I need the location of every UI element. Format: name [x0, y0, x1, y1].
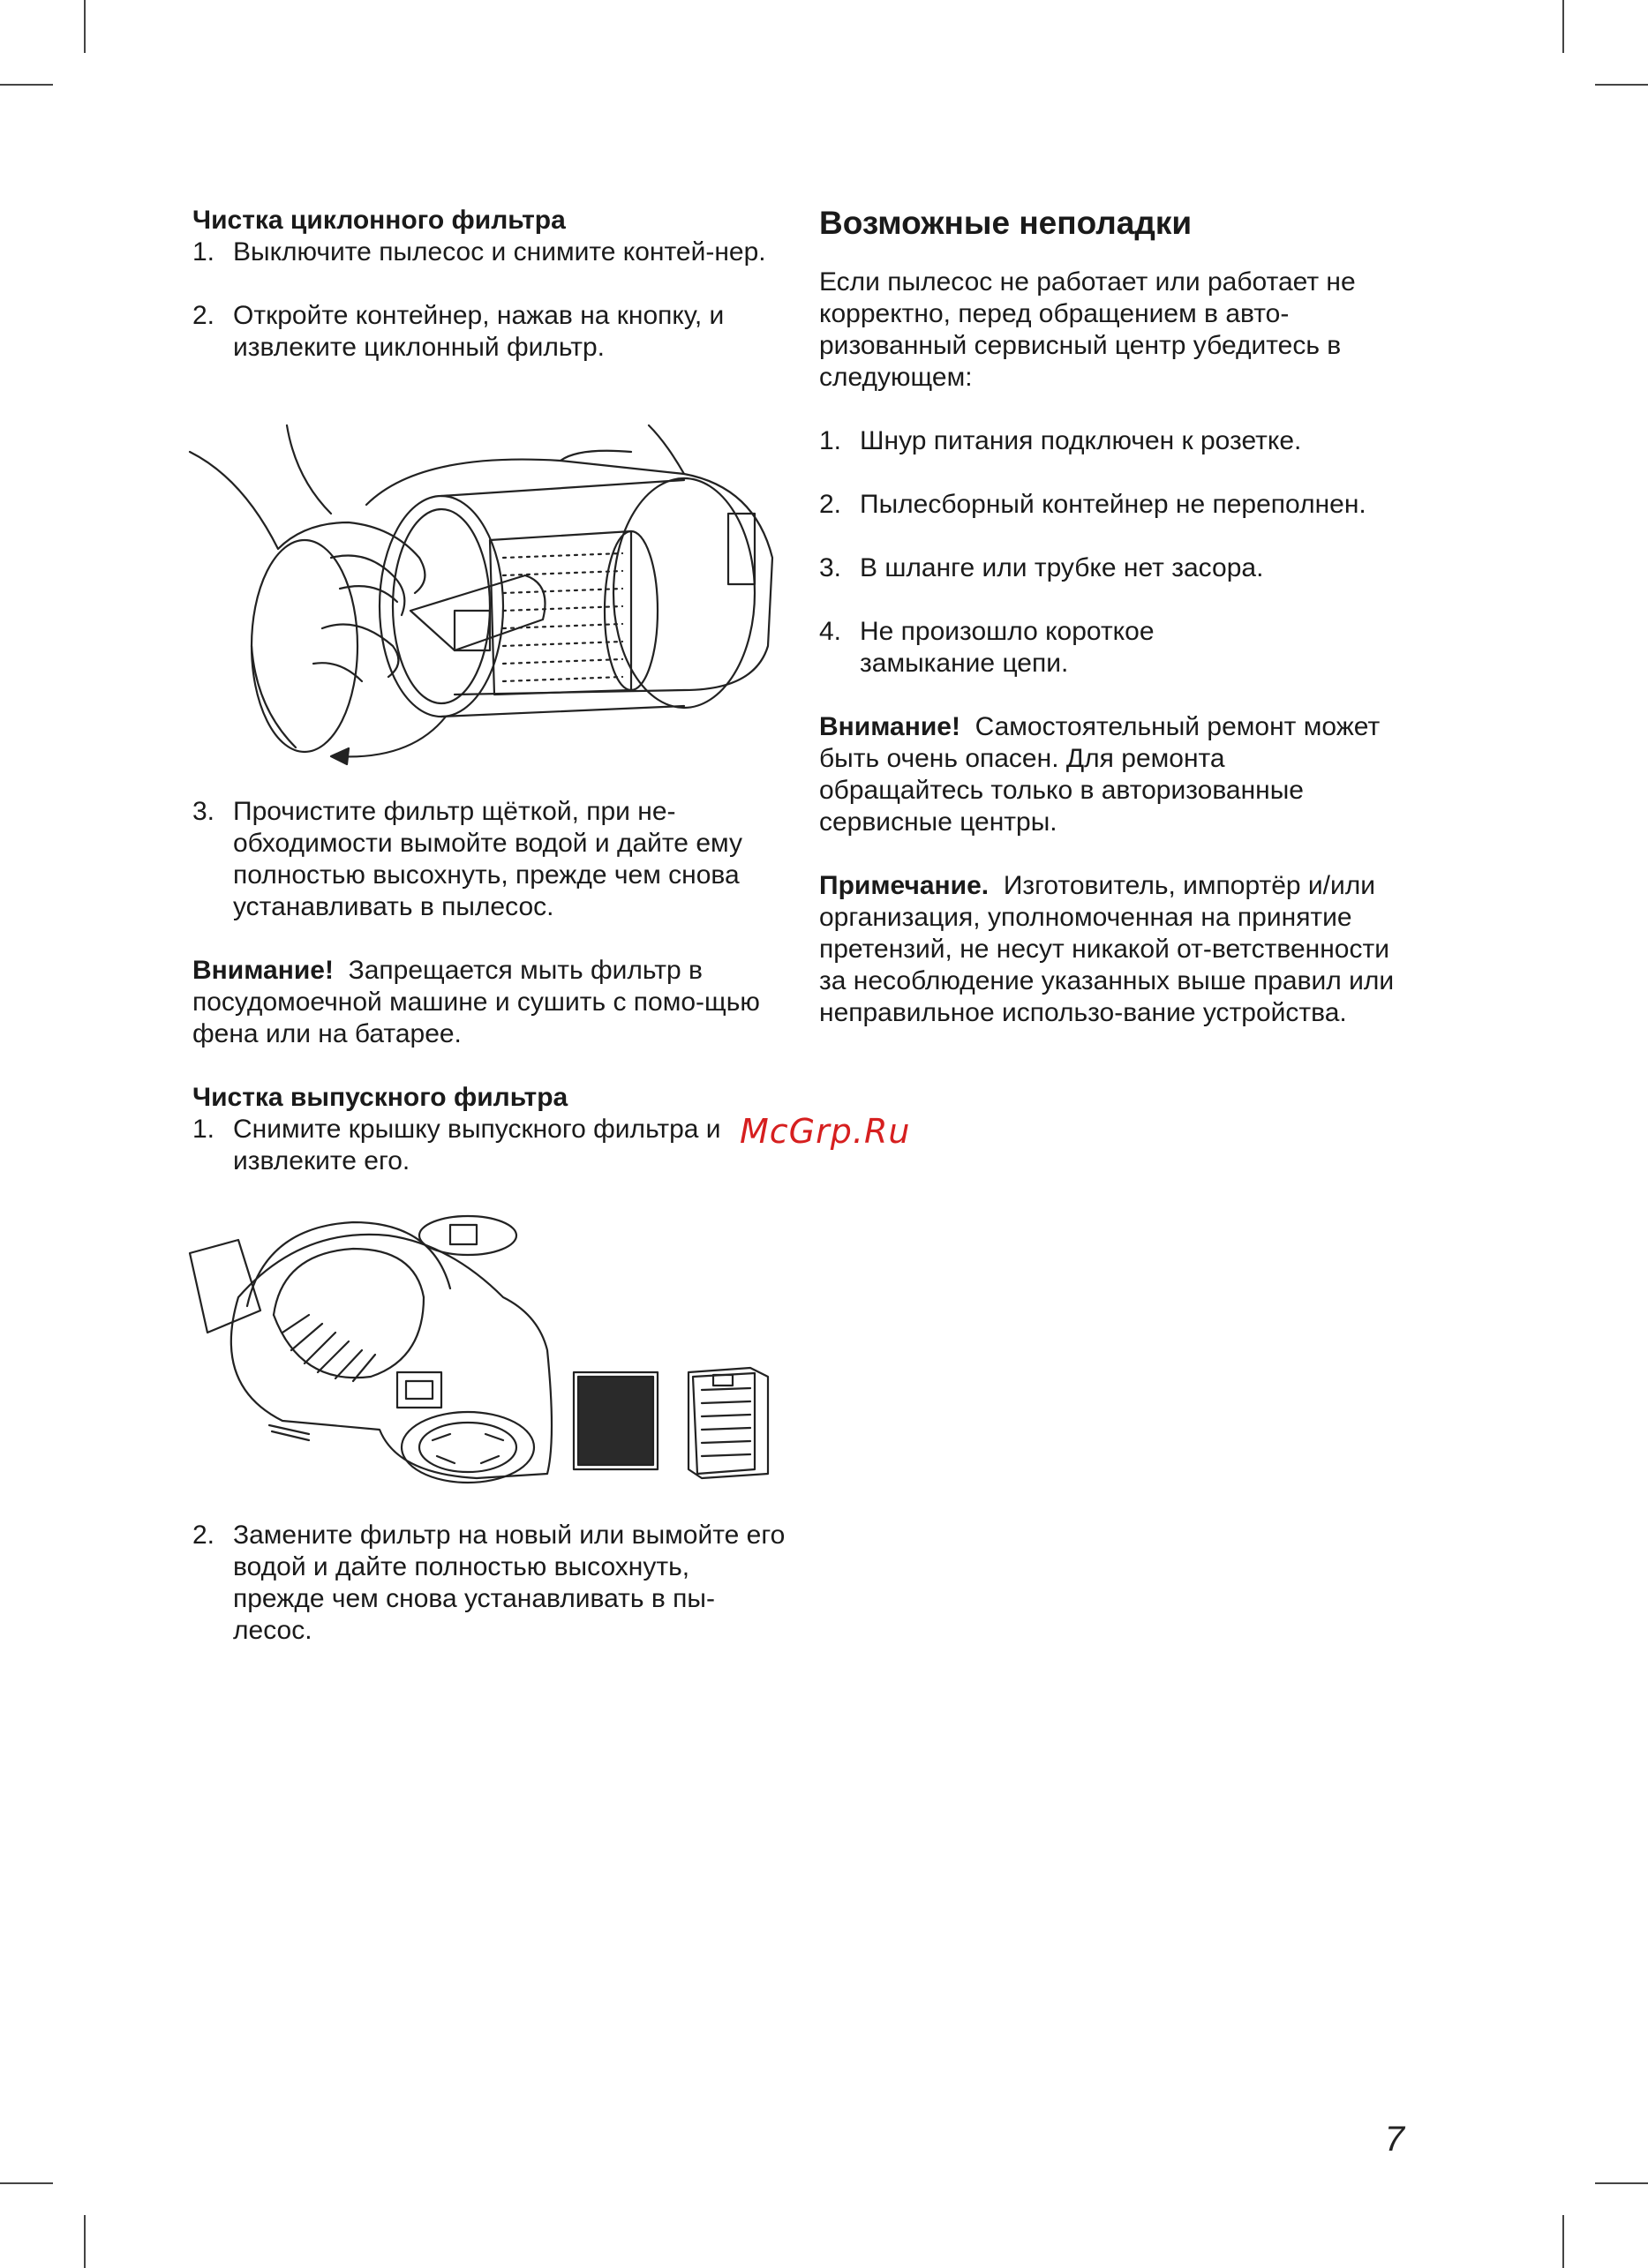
crop-mark: [0, 2182, 53, 2184]
list-item: 3. В шланге или трубке нет засора.: [819, 553, 1264, 582]
right-column: [819, 205, 1437, 1029]
crop-mark: [0, 84, 53, 86]
list-item: 2. Замените фильтр на новый или вымойте его водой и дайте полностью высохнуть, прежде чем снова устанавливать в пы-лесос.: [192, 1521, 786, 1645]
crop-mark: [1562, 2215, 1564, 2268]
exhaust-filter-pad: [578, 1377, 653, 1465]
warning-paragraph: Внимание! Запрещается мыть фильтр в посудомоечной машине и сушить с помо-щью фена или на батарее.: [192, 956, 760, 1048]
crop-mark: [1595, 2182, 1648, 2184]
warning-label: Внимание!: [819, 712, 960, 741]
list-item: 2. Пылесборный контейнер не переполнен.: [819, 490, 1366, 519]
crop-mark: [1595, 84, 1648, 86]
exhaust-filter-heading: Чистка выпускного фильтра: [192, 1083, 568, 1112]
list-item: 1. Снимите крышку выпускного фильтра и извлеките его.: [192, 1115, 721, 1175]
list-item: 2. Откройте контейнер, нажав на кнопку, и извлеките циклонный фильтр.: [192, 301, 725, 362]
list-item: 1. Шнур питания подключен к розетке.: [819, 426, 1302, 455]
intro-paragraph: Если пылесос не работает или работает не корректно, перед обращением в авто-ризованный сервисный центр убедитесь в следующем:: [819, 267, 1356, 392]
list-item: 1. Выключите пылесос и снимите контей-нер.: [192, 237, 766, 267]
cyclone-filter-heading: Чистка циклонного фильтра: [192, 206, 566, 235]
list-item: 4. Не произошло короткое замыкание цепи.: [819, 617, 1155, 678]
troubleshooting-title: Возможные неполадки: [819, 205, 1193, 241]
crop-mark: [84, 2215, 86, 2268]
warning-paragraph: Внимание! Самостоятельный ремонт может быть очень опасен. Для ремонта обращайтесь только в авторизованные сервисные центры.: [819, 712, 1381, 837]
page-number: 7: [1384, 2120, 1404, 2159]
grille-cover-slats: [702, 1388, 750, 1456]
note-label: Примечание.: [819, 871, 990, 900]
exhaust-filter-illustration: [185, 1209, 794, 1500]
list-item: 3. Прочистите фильтр щёткой, при не-обходимости вымойте водой и дайте ему полностью высохнуть, прежде чем снова устанавливать в пылесос.: [192, 797, 742, 921]
watermark: McGrp.Ru: [740, 1112, 911, 1151]
cyclone-filter-illustration: [190, 425, 772, 778]
crop-mark: [84, 0, 86, 53]
container-stripes: [282, 1315, 375, 1381]
warning-label: Внимание!: [192, 956, 334, 985]
crop-mark: [1562, 0, 1564, 53]
note-paragraph: Примечание. Изготовитель, импортёр и/или организация, уполномоченная на принятие претензий, не несут никакой от-ветственности за несоблюдение указанных выше правил или неправильное использо-вание устройства.: [819, 871, 1395, 1027]
